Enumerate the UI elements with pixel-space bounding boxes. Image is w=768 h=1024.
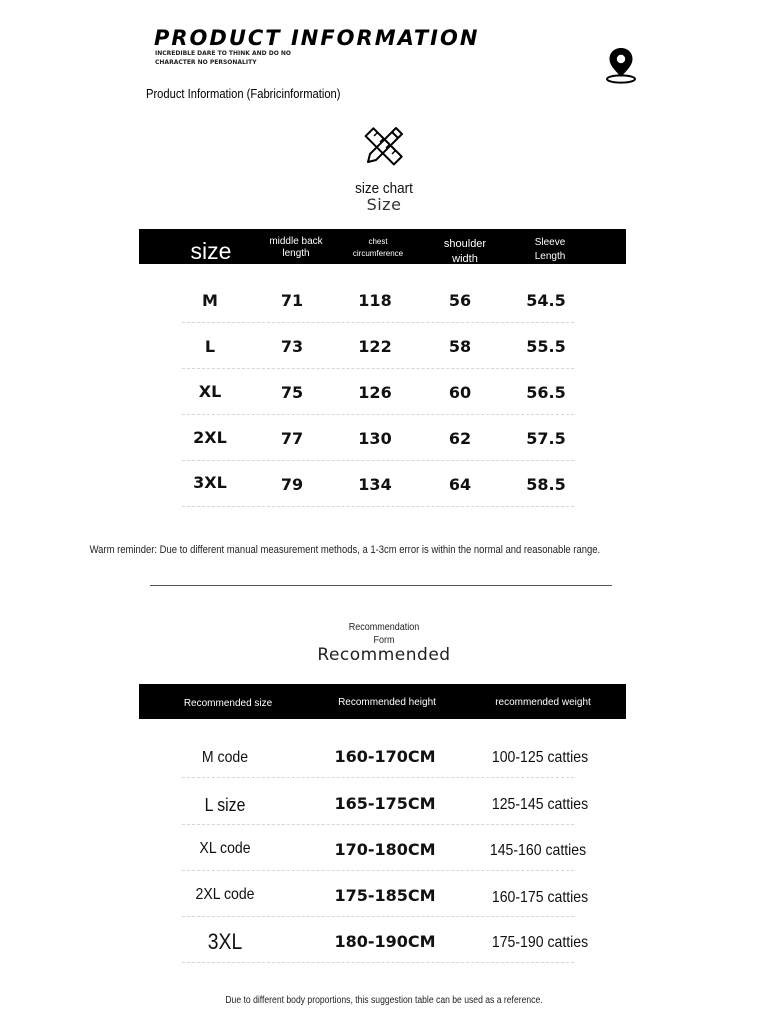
shoulder-cell: 62	[448, 429, 472, 448]
sleeve-cell: 55.5	[526, 337, 566, 356]
section-heading: Product Information (Fabricinformation)	[146, 86, 341, 101]
recommendation-table-header	[139, 684, 626, 719]
shoulder-cell: 56	[448, 291, 472, 310]
recommended-height-cell: 170-180CM	[334, 840, 436, 859]
recommendation-row-xl	[182, 825, 587, 871]
recommendation-row-2xl	[182, 871, 589, 917]
column-header-shoulder: shoulder width	[443, 238, 487, 265]
column-header-chest: chest circumference	[352, 237, 404, 258]
recommended-height-cell: 160-170CM	[334, 747, 436, 766]
size-cell: L	[204, 337, 216, 356]
length-cell: 73	[280, 337, 304, 356]
column-header-recommended-weight: recommended weight	[495, 697, 591, 708]
recommended-weight-cell: 160-175 catties	[491, 889, 589, 906]
size-chart-title: size chart	[355, 180, 413, 197]
size-cell: M	[202, 291, 218, 310]
size-row-3xl	[182, 461, 574, 507]
recommendation-row-3xl	[182, 917, 589, 963]
length-cell: 71	[280, 291, 304, 310]
recommendation-row-m	[182, 732, 589, 778]
map-pin-icon	[604, 46, 638, 84]
recommendation-row-l	[182, 778, 589, 825]
size-table-header	[139, 229, 626, 264]
length-cell: 79	[280, 475, 304, 494]
recommendation-subtitle: Recommended	[317, 645, 451, 665]
shoulder-cell: 64	[448, 475, 472, 494]
column-header-size: size	[190, 238, 232, 264]
shoulder-cell: 58	[448, 337, 472, 356]
measurement-reminder: Warm reminder: Due to different manual measurement methods, a 1-3cm error is within the normal and reasonable range.	[89, 544, 601, 556]
recommended-height-cell: 175-185CM	[334, 886, 436, 905]
column-header-recommended-size: Recommended size	[183, 698, 273, 709]
brand-tagline: INCREDIBLE DARE TO THINK AND DO NO CHARACTER NO PERSONALITY	[155, 50, 292, 66]
chest-cell: 122	[358, 337, 392, 356]
size-cell: XL	[198, 382, 222, 401]
recommended-size-cell: L size	[204, 795, 246, 815]
recommended-size-cell: M code	[201, 749, 249, 766]
size-cell: 3XL	[193, 473, 227, 492]
length-cell: 75	[280, 383, 304, 402]
length-cell: 77	[280, 429, 304, 448]
column-header-recommended-height: Recommended height	[338, 697, 436, 708]
sleeve-cell: 58.5	[526, 475, 566, 494]
chest-cell: 134	[358, 475, 392, 494]
chest-cell: 118	[358, 291, 392, 310]
recommended-weight-cell: 175-190 catties	[491, 934, 589, 951]
recommended-size-cell: XL code	[199, 840, 251, 857]
recommendation-title: Recommendation Form	[348, 622, 420, 646]
column-header-length: middle back length	[269, 236, 323, 259]
recommended-size-cell: 2XL code	[195, 886, 255, 903]
sleeve-cell: 54.5	[526, 291, 566, 310]
recommended-weight-cell: 100-125 catties	[491, 749, 589, 766]
size-cell: 2XL	[193, 428, 227, 447]
chest-cell: 130	[358, 429, 392, 448]
recommended-weight-cell: 145-160 catties	[489, 842, 587, 859]
size-row-m	[182, 277, 574, 323]
shoulder-cell: 60	[448, 383, 472, 402]
recommended-height-cell: 180-190CM	[334, 932, 436, 951]
sleeve-cell: 57.5	[526, 429, 566, 448]
ruler-pencil-icon	[362, 124, 406, 168]
section-divider	[150, 585, 612, 586]
size-row-l	[182, 323, 574, 369]
sleeve-cell: 56.5	[526, 383, 566, 402]
chest-cell: 126	[358, 383, 392, 402]
recommended-size-cell: 3XL	[207, 929, 243, 954]
size-row-xl	[182, 369, 574, 415]
recommended-weight-cell: 125-145 catties	[491, 796, 589, 813]
brand-title: PRODUCT INFORMATION	[154, 26, 480, 50]
recommended-height-cell: 165-175CM	[334, 794, 436, 813]
column-header-sleeve: Sleeve Length	[534, 237, 566, 262]
size-chart-subtitle: Size	[366, 195, 402, 214]
size-row-2xl	[182, 415, 574, 461]
recommendation-footnote: Due to different body proportions, this suggestion table can be used as a reference.	[225, 995, 543, 1006]
